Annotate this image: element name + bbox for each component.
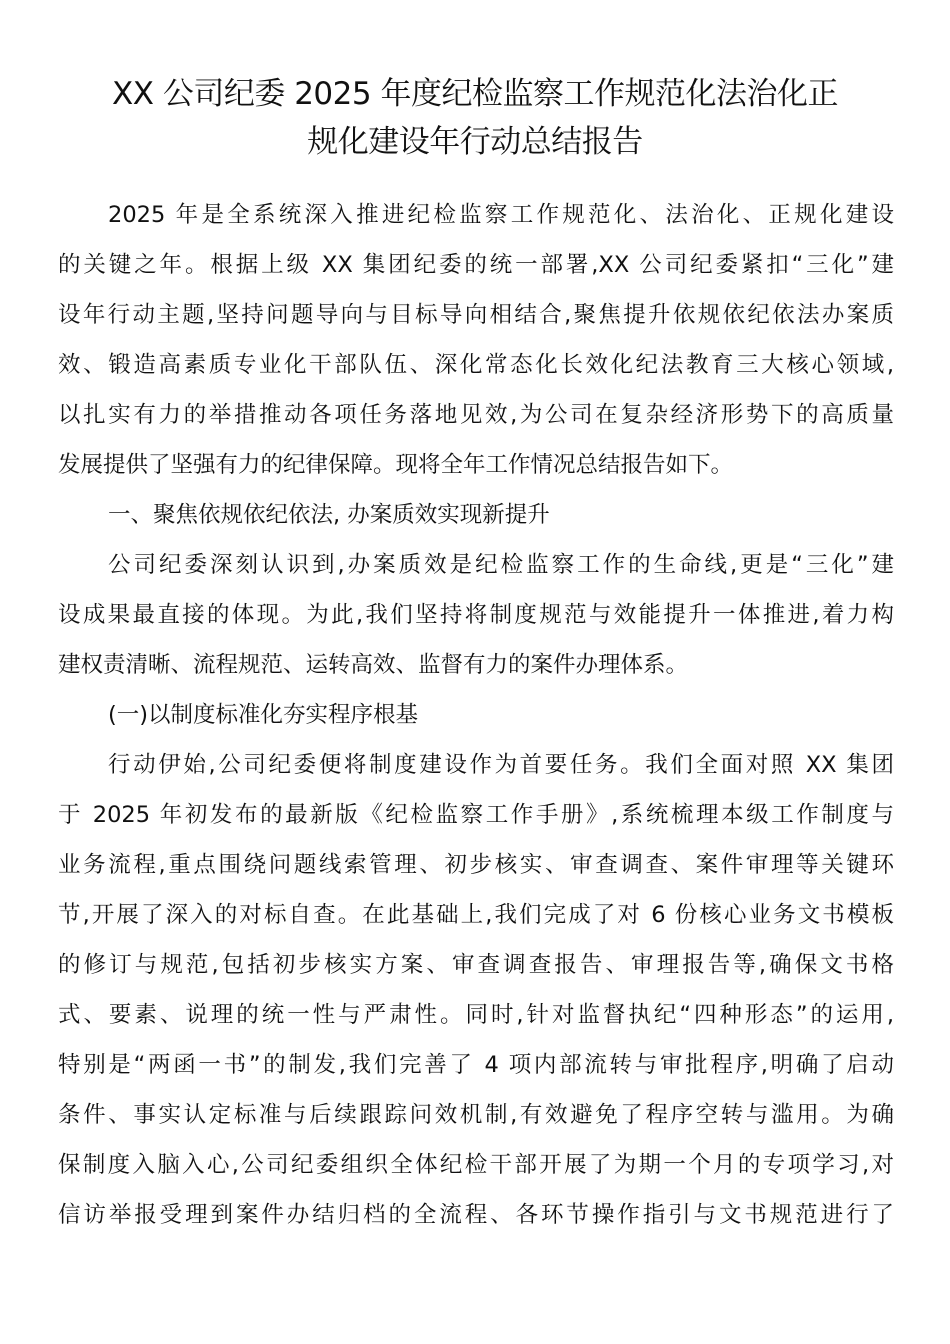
section-1-paragraph-line: 设成果最直接的体现。为此,我们坚持将制度规范与效能提升一体推进,着力构 [58,602,894,628]
intro-paragraph-line: 以扎实有力的举措推动各项任务落地见效,为公司在复杂经济形势下的高质量 [58,402,894,428]
subsection-1-paragraph-line: 条件、事实认定标准与后续跟踪问效机制,有效避免了程序空转与滥用。为确 [58,1102,894,1128]
subsection-1-paragraph-line: 的修订与规范,包括初步核实方案、审查调查报告、审理报告等,确保文书格 [58,952,894,978]
subsection-1-paragraph-line: 于 2025 年初发布的最新版《纪检监察工作手册》,系统梳理本级工作制度与 [58,802,894,828]
subsection-1-paragraph-line: 保制度入脑入心,公司纪委组织全体纪检干部开展了为期一个月的专项学习,对 [58,1152,894,1178]
intro-paragraph-line: 的关键之年。根据上级 XX 集团纪委的统一部署,XX 公司纪委紧扣“三化”建 [58,252,894,278]
title-line-2: 规化建设年行动总结报告 [307,124,643,160]
document-title [40,70,910,166]
document-body [58,190,894,1240]
section-1-paragraph-line: 建权责清晰、流程规范、运转高效、监督有力的案件办理体系。 [58,652,689,678]
subsection-1-paragraph-line: 信访举报受理到案件办结归档的全流程、各环节操作指引与文书规范进行了 [58,1202,894,1228]
intro-paragraph-line: 设年行动主题,坚持问题导向与目标导向相结合,聚焦提升依规依纪依法办案质 [58,302,894,328]
subsection-1-paragraph-line: 特别是“两函一书”的制发,我们完善了 4 项内部流转与审批程序,明确了启动 [58,1052,894,1078]
subsection-1-paragraph-line: 节,开展了深入的对标自查。在此基础上,我们完成了对 6 份核心业务文书模板 [58,902,894,928]
title-line-1: XX 公司纪委 2025 年度纪检监察工作规范化法治化正 [112,76,838,112]
intro-paragraph-line: 效、锻造高素质专业化干部队伍、深化常态化长效化纪法教育三大核心领域, [58,352,894,378]
subsection-1-paragraph-line: 业务流程,重点围绕问题线索管理、初步核实、审查调查、案件审理等关键环 [58,852,894,878]
subsection-1-paragraph-line: 式、要素、说理的统一性与严肃性。同时,针对监督执纪“四种形态”的运用, [58,1002,894,1028]
subsection-1-paragraph-line: 行动伊始,公司纪委便将制度建设作为首要任务。我们全面对照 XX 集团 [108,752,894,778]
intro-paragraph-line: 2025 年是全系统深入推进纪检监察工作规范化、法治化、正规化建设 [108,202,894,228]
subsection-heading-1: (一)以制度标准化夯实程序根基 [108,702,419,728]
section-heading-1: 一、聚焦依规依纪依法, 办案质效实现新提升 [108,502,550,528]
intro-paragraph-line: 发展提供了坚强有力的纪律保障。现将全年工作情况总结报告如下。 [58,452,734,478]
section-1-paragraph-line: 公司纪委深刻认识到,办案质效是纪检监察工作的生命线,更是“三化”建 [108,552,894,578]
